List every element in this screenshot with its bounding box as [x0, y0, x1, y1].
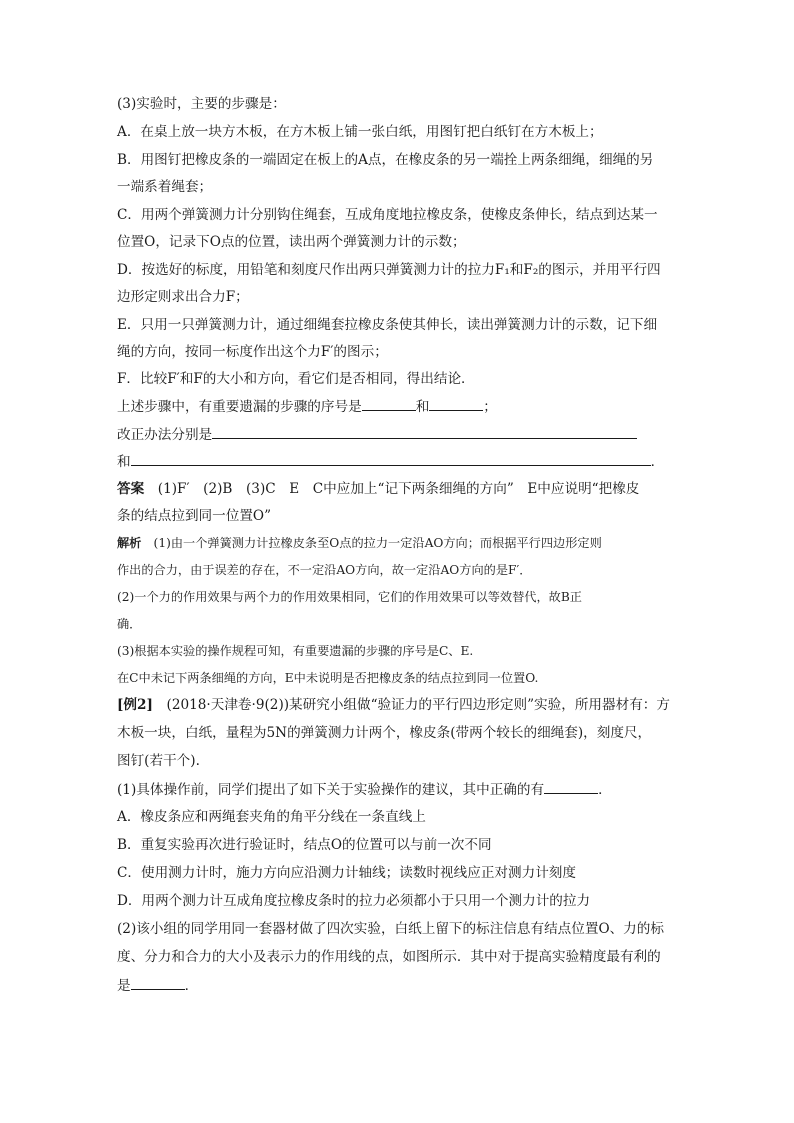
step-d-line2: 边形定则求出合力F； [117, 289, 249, 305]
missing-steps-and: 和 [415, 399, 430, 415]
answer-label: 答案 [117, 481, 145, 497]
step-a: A．在桌上放一块方木板，在方木板上铺一张白纸，用图钉把白纸钉在方木板上； [117, 124, 603, 140]
example2-question2-line3 [117, 976, 198, 995]
example2-question2-line2: 度、分力和合力的大小及表示力的作用线的点，如图所示．其中对于提高实验精度最有利的 [117, 949, 661, 965]
fix-method-line [117, 425, 637, 444]
example2-question1-text: (1)具体操作前，同学们提出了如下关于实验操作的建议，其中正确的有 [117, 782, 545, 798]
step-e-line2: 绳的方向，按同一标度作出这个力F′的图示； [117, 344, 388, 360]
example2-label: [例2] [117, 697, 153, 713]
answer-text-1: (1)F′ (2)B (3)C E C中应加上“记下两条细绳的方向” E中应说明“把橡皮 [144, 481, 640, 497]
step-c-line2: 位置O，记录下O点的位置，读出两个弹簧测力计的示数； [117, 234, 466, 250]
step-b-line1: B．用图钉把橡皮条的一端固定在板上的A点，在橡皮条的另一端拴上两条细绳，细绳的另 [117, 152, 654, 168]
example2-text-1: (2018·天津卷·9(2))某研究小组做“验证力的平行四边形定则”实验，所用器材有：方 [152, 697, 670, 713]
example2-line1 [117, 696, 670, 714]
step-b-line2: 一端系着绳套； [117, 179, 213, 195]
explain-line4: 确． [117, 617, 142, 631]
missing-steps-text: 上述步骤中，有重要遗漏的步骤的序号是 [117, 399, 362, 415]
example2-option-c: C．使用测力计时，施力方向应沿测力计轴线；读数时视线应正对测力计刻度 [117, 865, 576, 881]
missing-steps-question [117, 397, 497, 416]
answer-blank-4[interactable] [131, 452, 651, 466]
answer-blank-2[interactable] [429, 397, 483, 411]
example2-question2-line1: (2)该小组的同学用同一套器材做了四次实验，白纸上留下的标注信息有结点位置O、力的标 [117, 921, 664, 937]
example2-question2-end: ． [184, 978, 199, 994]
explain-line3: (2)一个力的作用效果与两个力的作用效果相同，它们的作用效果可以等效替代，故B正 [117, 590, 582, 604]
example2-question1-end: ． [598, 782, 612, 798]
step-intro: (3)实验时，主要的步骤是： [117, 96, 286, 112]
example2-line2: 木板一块，白纸，量程为5N的弹簧测力计两个，橡皮条(带两个较长的细绳套)，刻度尺， [117, 725, 652, 741]
example2-question2-text: 是 [117, 978, 131, 994]
fix-method-text: 改正办法分别是 [117, 427, 213, 443]
answer-line1 [117, 480, 639, 498]
step-f: F．比较F′和F的大小和方向，看它们是否相同，得出结论． [117, 371, 475, 387]
example2-question1 [117, 780, 612, 799]
explain-line5: (3)根据本实验的操作规程可知，有重要遗漏的步骤的序号是C、E. [117, 644, 474, 658]
step-c-line1: C．用两个弹簧测力计分别钩住绳套，互成角度地拉橡皮条，使橡皮条伸长，结点到达某一 [117, 207, 658, 223]
answer-blank-1[interactable] [362, 397, 416, 411]
step-e-line1: E．只用一只弹簧测力计，通过细绳套拉橡皮条使其伸长，读出弹簧测力计的示数，记下细 [117, 317, 658, 333]
example2-option-b: B．重复实验再次进行验证时，结点O的位置可以与前一次不同 [117, 837, 492, 853]
answer-blank-5[interactable] [544, 780, 598, 794]
answer-blank-3[interactable] [212, 425, 637, 439]
answer-line2: 条的结点拉到同一位置O” [117, 508, 272, 524]
fix-method-and: 和 [117, 454, 131, 470]
example2-option-d: D．用两个测力计互成角度拉橡皮条时的拉力必须都小于只用一个测力计的拉力 [117, 893, 591, 909]
answer-blank-6[interactable] [131, 976, 185, 990]
example2-line3: 图钉(若干个). [117, 753, 200, 769]
fix-method-end: ． [650, 454, 665, 470]
fix-method-line2 [117, 452, 664, 471]
step-d-line1: D．按选好的标度，用铅笔和刻度尺作出两只弹簧测力计的拉力F₁和F₂的图示，并用平行四 [117, 262, 661, 278]
explain-line2: 作出的合力，由于误差的存在，不一定沿AO方向，故一定沿AO方向的是F′． [117, 563, 532, 577]
example2-option-a: A．橡皮条应和两绳套夹角的角平分线在一条直线上 [117, 809, 426, 825]
explain-label: 解析 [117, 536, 142, 550]
missing-steps-end: ； [483, 399, 497, 415]
explain-text-1a: (1)由一个弹簧测力计拉橡皮条至O点的拉力一定沿AO方向；而根据平行四边形定则 [141, 536, 602, 550]
explain-line1 [117, 534, 602, 552]
explain-line6: 在C中未记下两条细绳的方向，E中未说明是否把橡皮条的结点拉到同一位置O. [117, 671, 539, 685]
